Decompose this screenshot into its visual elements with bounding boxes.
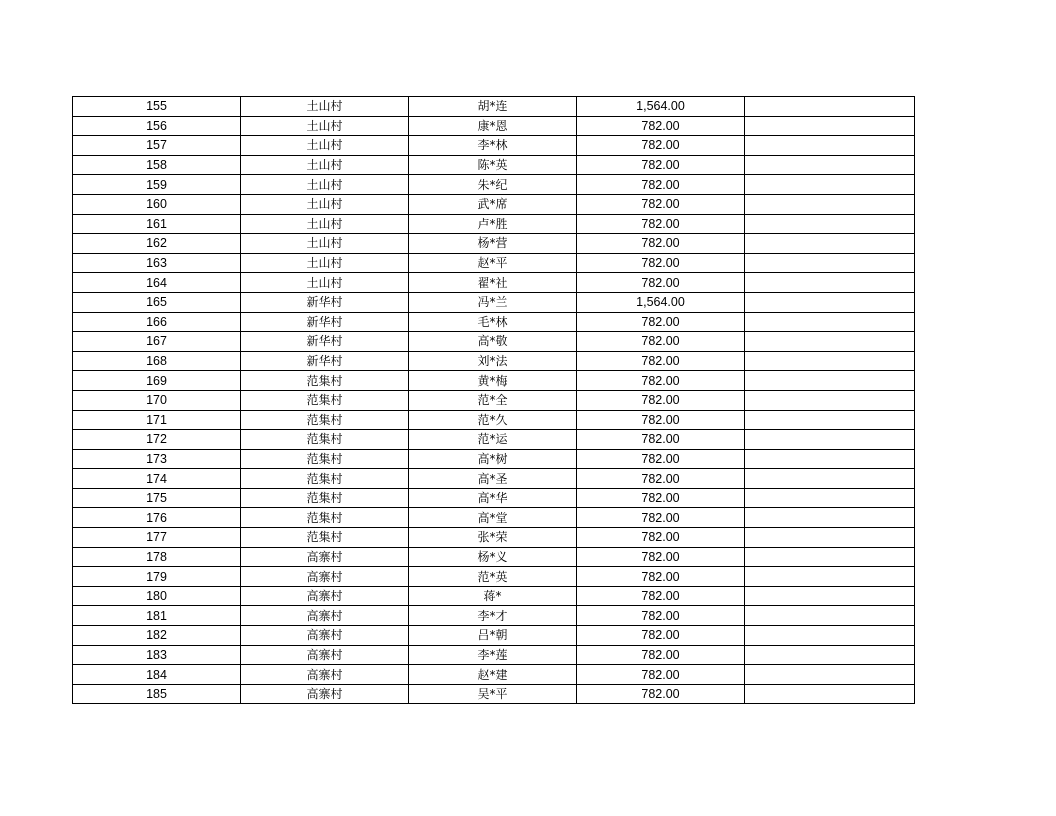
cell-note	[745, 253, 915, 273]
cell-village: 土山村	[241, 136, 409, 156]
cell-note	[745, 586, 915, 606]
cell-number: 159	[73, 175, 241, 195]
cell-amount: 782.00	[577, 665, 745, 685]
cell-name: 高*圣	[409, 469, 577, 489]
cell-note	[745, 626, 915, 646]
table-row	[73, 606, 915, 626]
cell-number: 182	[73, 626, 241, 646]
cell-name: 范*英	[409, 567, 577, 587]
cell-amount: 782.00	[577, 214, 745, 234]
cell-note	[745, 136, 915, 156]
cell-number: 180	[73, 586, 241, 606]
cell-name: 吴*平	[409, 684, 577, 704]
cell-village: 范集村	[241, 390, 409, 410]
cell-number: 167	[73, 332, 241, 352]
cell-note	[745, 332, 915, 352]
cell-name: 胡*连	[409, 97, 577, 117]
cell-amount: 782.00	[577, 410, 745, 430]
cell-name: 高*堂	[409, 508, 577, 528]
cell-note	[745, 390, 915, 410]
table-row	[73, 253, 915, 273]
cell-number: 158	[73, 155, 241, 175]
table-row	[73, 586, 915, 606]
cell-number: 168	[73, 351, 241, 371]
cell-number: 178	[73, 547, 241, 567]
cell-village: 高寨村	[241, 567, 409, 587]
cell-village: 土山村	[241, 273, 409, 293]
cell-amount: 782.00	[577, 567, 745, 587]
cell-village: 高寨村	[241, 547, 409, 567]
cell-village: 范集村	[241, 528, 409, 548]
table-row	[73, 645, 915, 665]
cell-amount: 782.00	[577, 194, 745, 214]
cell-village: 土山村	[241, 116, 409, 136]
cell-number: 166	[73, 312, 241, 332]
cell-village: 范集村	[241, 449, 409, 469]
cell-amount: 782.00	[577, 469, 745, 489]
cell-number: 161	[73, 214, 241, 234]
cell-amount: 782.00	[577, 606, 745, 626]
cell-name: 冯*兰	[409, 292, 577, 312]
roster-table	[72, 96, 915, 704]
cell-village: 范集村	[241, 410, 409, 430]
cell-number: 157	[73, 136, 241, 156]
cell-village: 土山村	[241, 175, 409, 195]
cell-note	[745, 214, 915, 234]
cell-name: 朱*纪	[409, 175, 577, 195]
cell-name: 康*恩	[409, 116, 577, 136]
cell-number: 164	[73, 273, 241, 293]
table-row	[73, 547, 915, 567]
cell-name: 毛*林	[409, 312, 577, 332]
cell-name: 范*运	[409, 430, 577, 450]
table-row	[73, 508, 915, 528]
cell-village: 土山村	[241, 97, 409, 117]
table-row	[73, 136, 915, 156]
cell-number: 175	[73, 488, 241, 508]
cell-note	[745, 547, 915, 567]
table-row	[73, 214, 915, 234]
cell-amount: 782.00	[577, 116, 745, 136]
roster-table-body	[73, 97, 915, 704]
cell-note	[745, 351, 915, 371]
table-row	[73, 449, 915, 469]
table-row	[73, 332, 915, 352]
cell-number: 156	[73, 116, 241, 136]
table-row	[73, 469, 915, 489]
cell-number: 162	[73, 234, 241, 254]
cell-village: 范集村	[241, 508, 409, 528]
cell-amount: 782.00	[577, 273, 745, 293]
cell-note	[745, 606, 915, 626]
cell-name: 李*才	[409, 606, 577, 626]
cell-amount: 782.00	[577, 371, 745, 391]
cell-note	[745, 292, 915, 312]
cell-note	[745, 508, 915, 528]
table-row	[73, 390, 915, 410]
cell-number: 165	[73, 292, 241, 312]
cell-name: 范*久	[409, 410, 577, 430]
cell-village: 土山村	[241, 234, 409, 254]
table-row	[73, 665, 915, 685]
cell-name: 吕*朝	[409, 626, 577, 646]
cell-number: 170	[73, 390, 241, 410]
cell-number: 179	[73, 567, 241, 587]
table-row	[73, 116, 915, 136]
table-row	[73, 194, 915, 214]
cell-amount: 782.00	[577, 449, 745, 469]
cell-village: 范集村	[241, 469, 409, 489]
cell-amount: 782.00	[577, 390, 745, 410]
cell-note	[745, 449, 915, 469]
cell-number: 184	[73, 665, 241, 685]
table-row	[73, 488, 915, 508]
cell-name: 张*荣	[409, 528, 577, 548]
cell-note	[745, 684, 915, 704]
cell-number: 185	[73, 684, 241, 704]
cell-name: 高*树	[409, 449, 577, 469]
cell-note	[745, 273, 915, 293]
cell-village: 新华村	[241, 292, 409, 312]
cell-note	[745, 234, 915, 254]
table-row	[73, 626, 915, 646]
cell-name: 杨*义	[409, 547, 577, 567]
table-row	[73, 410, 915, 430]
cell-amount: 782.00	[577, 626, 745, 646]
cell-amount: 782.00	[577, 175, 745, 195]
cell-number: 173	[73, 449, 241, 469]
cell-name: 黄*梅	[409, 371, 577, 391]
cell-note	[745, 116, 915, 136]
table-row	[73, 175, 915, 195]
cell-amount: 782.00	[577, 645, 745, 665]
cell-village: 高寨村	[241, 645, 409, 665]
cell-note	[745, 528, 915, 548]
cell-number: 174	[73, 469, 241, 489]
cell-amount: 782.00	[577, 253, 745, 273]
cell-village: 高寨村	[241, 606, 409, 626]
cell-amount: 782.00	[577, 528, 745, 548]
cell-note	[745, 430, 915, 450]
cell-amount: 1,564.00	[577, 292, 745, 312]
cell-name: 杨*营	[409, 234, 577, 254]
cell-amount: 782.00	[577, 430, 745, 450]
cell-note	[745, 469, 915, 489]
cell-number: 169	[73, 371, 241, 391]
cell-name: 范*全	[409, 390, 577, 410]
cell-village: 新华村	[241, 351, 409, 371]
cell-note	[745, 567, 915, 587]
cell-name: 高*敬	[409, 332, 577, 352]
cell-number: 171	[73, 410, 241, 430]
cell-village: 范集村	[241, 488, 409, 508]
cell-name: 翟*社	[409, 273, 577, 293]
cell-number: 181	[73, 606, 241, 626]
cell-note	[745, 175, 915, 195]
cell-name: 刘*法	[409, 351, 577, 371]
cell-note	[745, 312, 915, 332]
cell-amount: 782.00	[577, 351, 745, 371]
cell-number: 183	[73, 645, 241, 665]
cell-amount: 782.00	[577, 234, 745, 254]
table-row	[73, 234, 915, 254]
cell-name: 李*林	[409, 136, 577, 156]
cell-name: 李*莲	[409, 645, 577, 665]
cell-number: 163	[73, 253, 241, 273]
table-row	[73, 430, 915, 450]
cell-village: 新华村	[241, 332, 409, 352]
cell-amount: 782.00	[577, 547, 745, 567]
cell-amount: 782.00	[577, 586, 745, 606]
cell-amount: 782.00	[577, 508, 745, 528]
table-row	[73, 684, 915, 704]
cell-village: 土山村	[241, 253, 409, 273]
cell-name: 陈*英	[409, 155, 577, 175]
table-row	[73, 312, 915, 332]
cell-name: 高*华	[409, 488, 577, 508]
cell-village: 高寨村	[241, 586, 409, 606]
table-row	[73, 351, 915, 371]
table-row	[73, 567, 915, 587]
cell-number: 172	[73, 430, 241, 450]
document-page	[72, 96, 914, 704]
cell-note	[745, 488, 915, 508]
cell-name: 赵*平	[409, 253, 577, 273]
cell-village: 范集村	[241, 371, 409, 391]
table-row	[73, 273, 915, 293]
cell-note	[745, 645, 915, 665]
cell-number: 176	[73, 508, 241, 528]
cell-number: 155	[73, 97, 241, 117]
cell-note	[745, 665, 915, 685]
table-row	[73, 97, 915, 117]
cell-amount: 782.00	[577, 684, 745, 704]
table-row	[73, 528, 915, 548]
cell-village: 新华村	[241, 312, 409, 332]
cell-amount: 782.00	[577, 488, 745, 508]
cell-amount: 782.00	[577, 332, 745, 352]
cell-name: 卢*胜	[409, 214, 577, 234]
table-row	[73, 371, 915, 391]
table-row	[73, 155, 915, 175]
cell-amount: 782.00	[577, 136, 745, 156]
cell-village: 土山村	[241, 214, 409, 234]
cell-village: 高寨村	[241, 665, 409, 685]
cell-note	[745, 155, 915, 175]
cell-amount: 1,564.00	[577, 97, 745, 117]
cell-name: 赵*建	[409, 665, 577, 685]
cell-name: 武*席	[409, 194, 577, 214]
cell-note	[745, 97, 915, 117]
cell-village: 高寨村	[241, 626, 409, 646]
cell-village: 土山村	[241, 194, 409, 214]
cell-note	[745, 194, 915, 214]
table-row	[73, 292, 915, 312]
cell-name: 蒋*	[409, 586, 577, 606]
cell-number: 177	[73, 528, 241, 548]
cell-number: 160	[73, 194, 241, 214]
cell-village: 高寨村	[241, 684, 409, 704]
cell-amount: 782.00	[577, 312, 745, 332]
cell-village: 范集村	[241, 430, 409, 450]
cell-note	[745, 371, 915, 391]
cell-amount: 782.00	[577, 155, 745, 175]
cell-village: 土山村	[241, 155, 409, 175]
cell-note	[745, 410, 915, 430]
